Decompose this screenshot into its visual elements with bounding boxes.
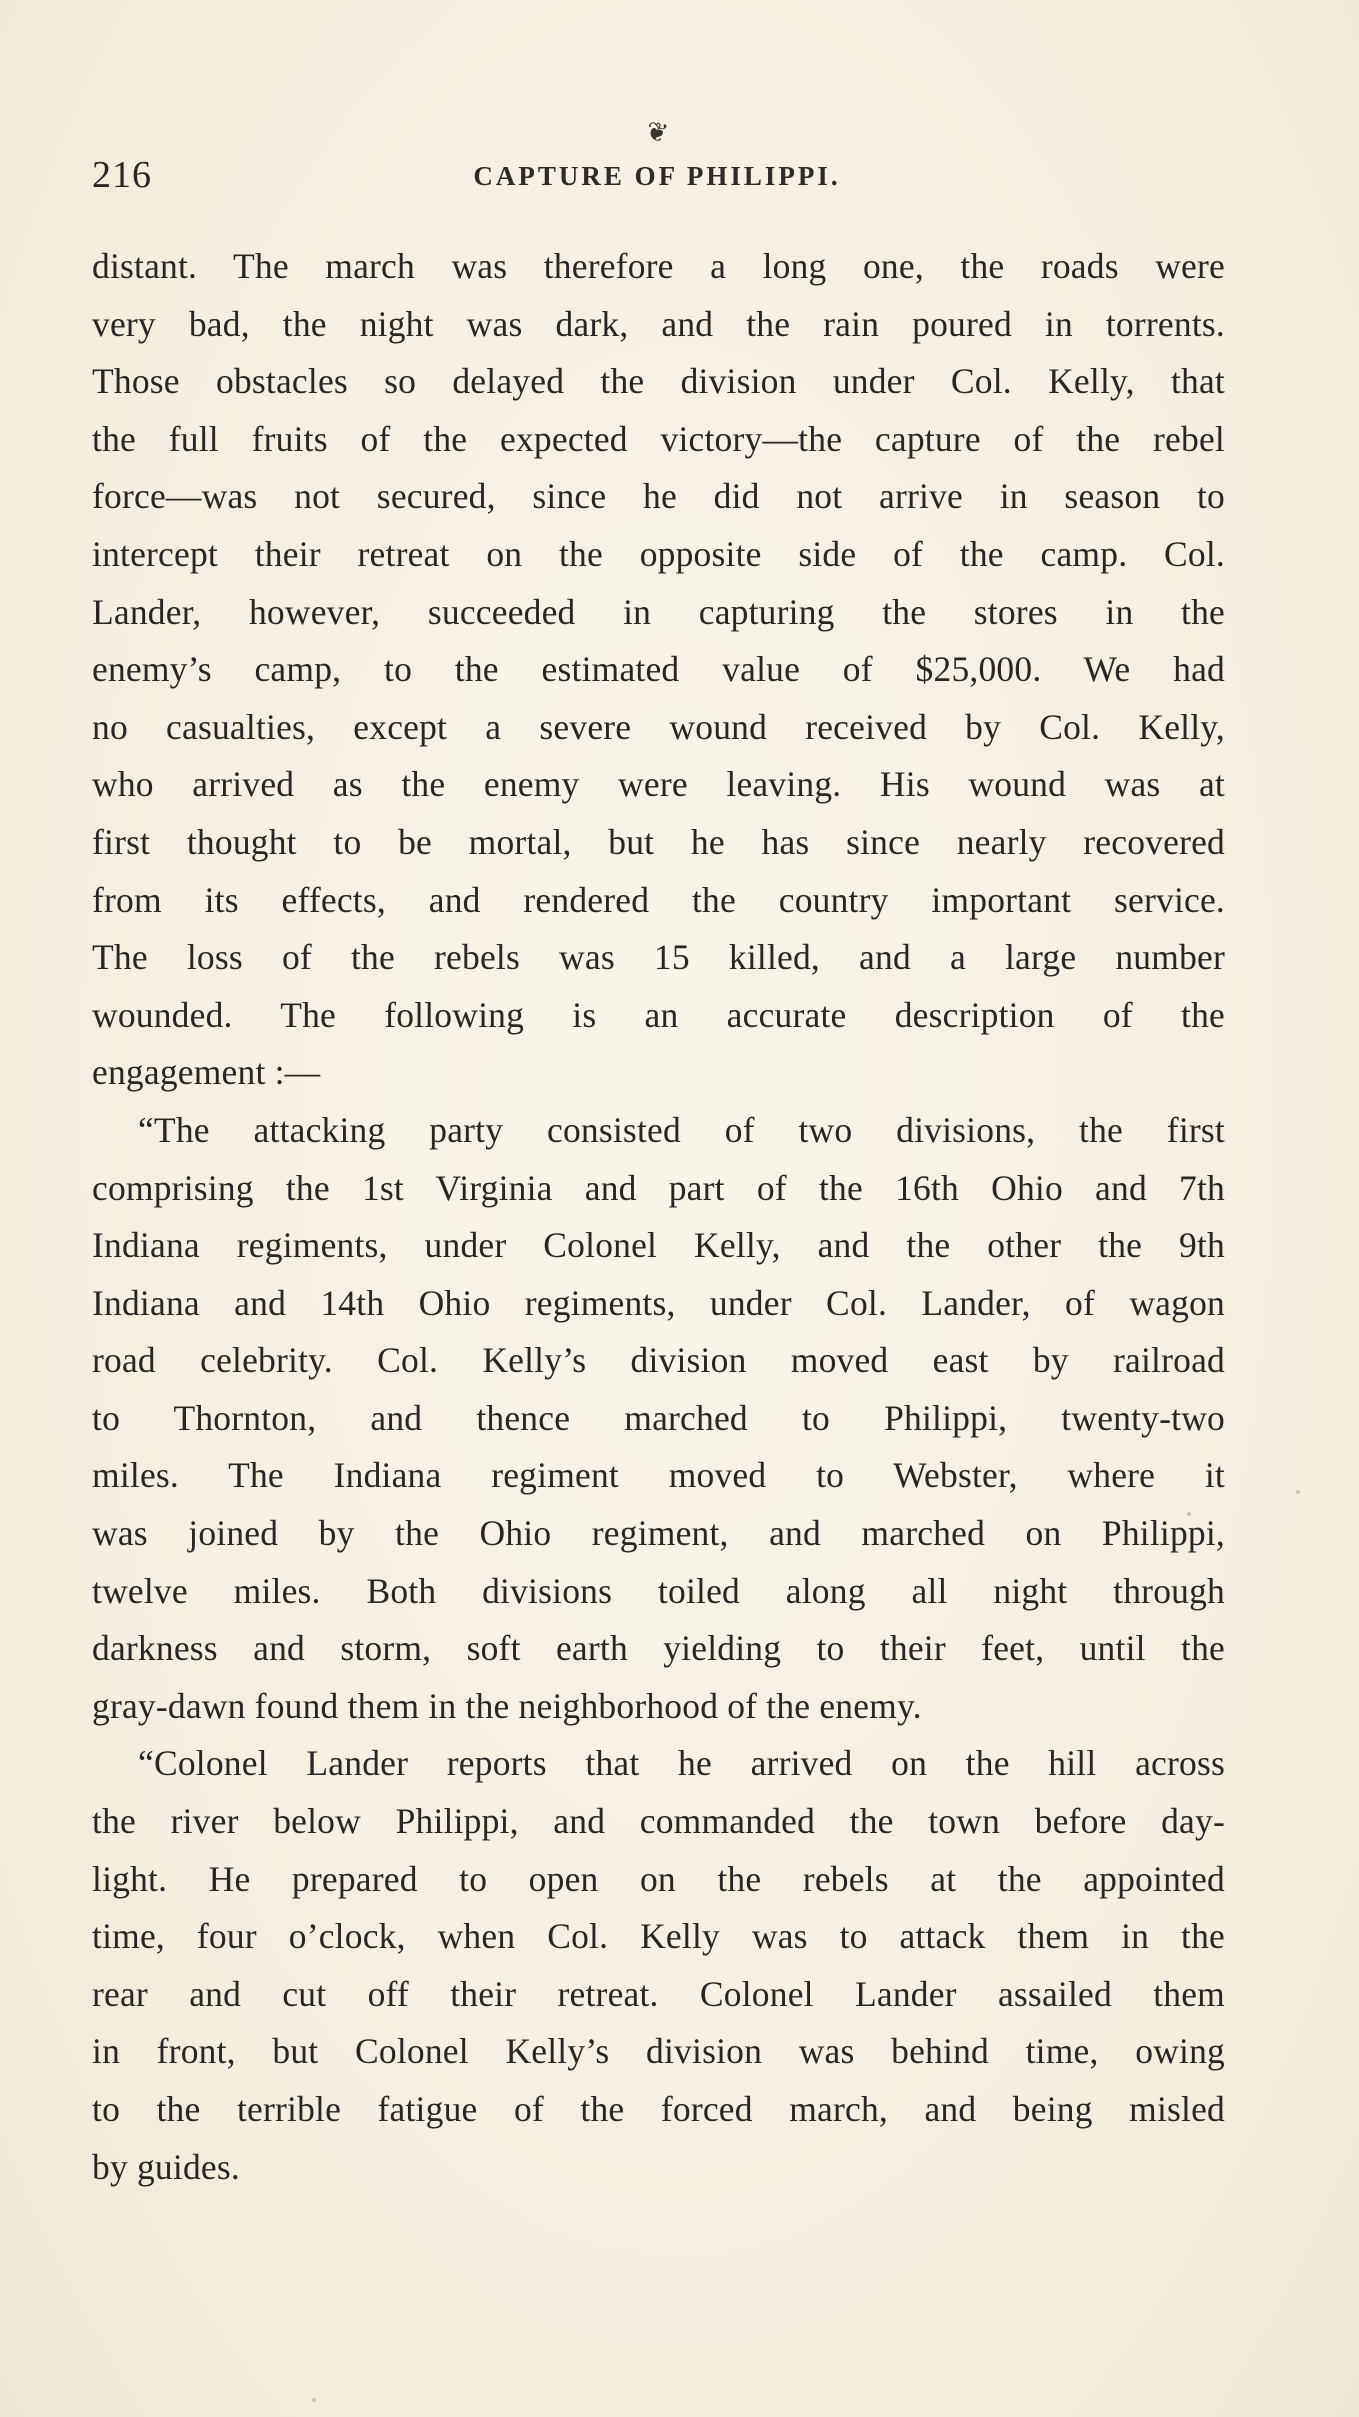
text-line: enemy’s camp, to the estimated value of $25,000. We had [92, 649, 1225, 690]
text-line: Indiana and 14th Ohio regiments, under Col. Lander, of wagon [92, 1282, 1225, 1323]
text-line: in front, but Colonel Kelly’s division was behind time, owing [92, 2031, 1225, 2072]
text-line: intercept their retreat on the opposite side of the camp. Col. [92, 533, 1225, 574]
running-head: CAPTURE OF PHILIPPI. [473, 161, 841, 191]
text-line: the river below Philippi, and commanded the town before day- [92, 1801, 1225, 1842]
text-line: time, four o’clock, when Col. Kelly was to attack them in the [92, 1916, 1225, 1957]
text-line: from its effects, and rendered the country important service. [92, 879, 1225, 920]
text-line: first thought to be mortal, but he has since nearly recovered [92, 821, 1225, 862]
text-line: to the terrible fatigue of the forced march, and being misled [92, 2089, 1225, 2129]
paper-speck [1187, 1512, 1191, 1516]
text-line: was joined by the Ohio regiment, and marched on Philippi, [92, 1513, 1225, 1554]
text-line: who arrived as the enemy were leaving. His wound was at [92, 764, 1225, 805]
text-line: the full fruits of the expected victory—the capture of the rebel [92, 418, 1225, 459]
text-line: rear and cut off their retreat. Colonel Lander assailed them [92, 1973, 1225, 2014]
text-line: “The attacking party consisted of two divisions, the first [138, 1109, 1225, 1150]
paper-speck [312, 2398, 316, 2402]
text-line: distant. The march was therefore a long one, the roads were [92, 246, 1225, 286]
text-line: Those obstacles so delayed the division under Col. Kelly, that [92, 361, 1225, 402]
text-line: force—was not secured, since he did not arrive in season to [92, 476, 1225, 517]
text-line: gray-dawn found them in the neighborhood of the enemy. [92, 1685, 922, 1726]
text-line: The loss of the rebels was 15 killed, and a large number [92, 937, 1225, 978]
text-line: by guides. [92, 2146, 240, 2187]
ornament-glyph: ❦ [643, 116, 671, 149]
text-line: comprising the 1st Virginia and part of the 16th Ohio and 7th [92, 1167, 1225, 1208]
text-line: very bad, the night was dark, and the rain poured in torrents. [92, 303, 1225, 344]
text-line: to Thornton, and thence marched to Philippi, twenty-two [92, 1397, 1225, 1438]
text-line: Indiana regiments, under Colonel Kelly, and the other the 9th [92, 1225, 1225, 1266]
text-line: “Colonel Lander reports that he arrived on the hill across [138, 1743, 1225, 1784]
body-text [92, 238, 1225, 2196]
text-line: no casualties, except a severe wound received by Col. Kelly, [92, 706, 1225, 747]
text-line: light. He prepared to open on the rebels at the appointed [92, 1858, 1225, 1899]
text-line: darkness and storm, soft earth yielding to their feet, until the [92, 1628, 1225, 1669]
page-number: 216 [92, 154, 152, 196]
text-line: engagement :— [92, 1052, 321, 1093]
text-line: twelve miles. Both divisions toiled along all night through [92, 1570, 1225, 1611]
page-header [92, 150, 1222, 200]
paper-speck [1296, 1490, 1300, 1494]
text-line: miles. The Indiana regiment moved to Webster, where it [92, 1455, 1225, 1496]
text-line: Lander, however, succeeded in capturing the stores in the [92, 591, 1225, 632]
text-line: wounded. The following is an accurate description of the [92, 994, 1225, 1035]
text-line: road celebrity. Col. Kelly’s division moved east by railroad [92, 1340, 1225, 1381]
